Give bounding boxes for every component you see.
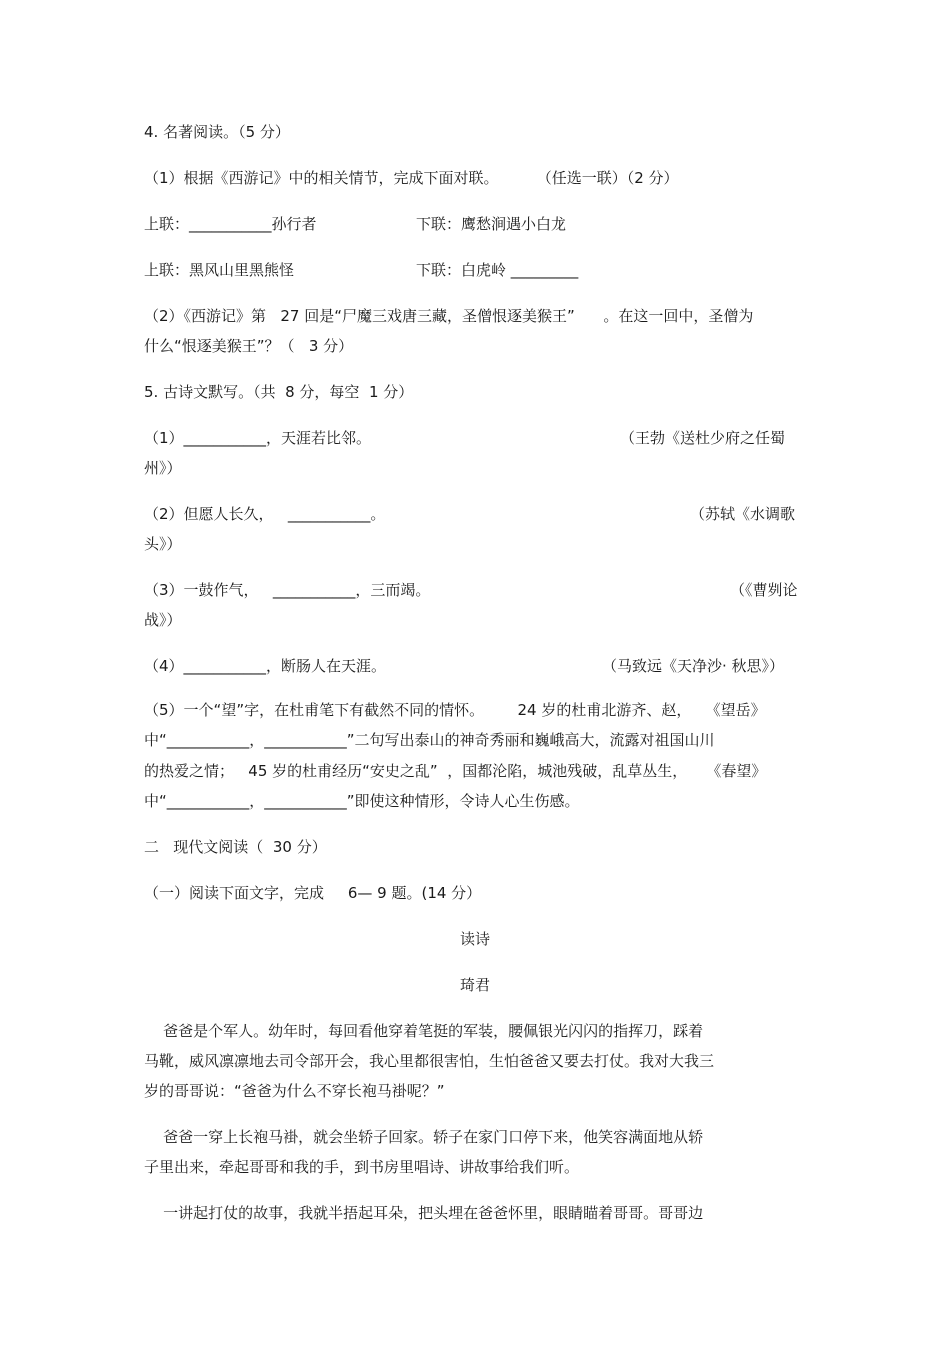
q5-item3-source: （《曹刿论 bbox=[730, 581, 798, 599]
q4-heading: 4. 名著阅读。（5 分） bbox=[144, 123, 290, 141]
couplet2-upper: 上联：黑风山里黑熊怪 bbox=[144, 261, 295, 279]
q5-item2-text: （2）但愿人长久， ___________。 bbox=[144, 505, 386, 523]
q5-item3-text: （3）一鼓作气， ___________，三而竭。 bbox=[144, 581, 431, 599]
article-p1-line1: 爸爸是个军人。幼年时，每回看他穿着笔挺的军装，腰佩银光闪闪的指挥刀，踩着 bbox=[144, 1022, 704, 1040]
section2-sub1: （一）阅读下面文字，完成 6— 9 题。(14 分） bbox=[144, 884, 482, 902]
q5-item5-line4: 中“___________，___________”即使这种情形，令诗人心生伤感。 bbox=[144, 792, 580, 810]
q4-part1-prompt: （1）根据《西游记》中的相关情节，完成下面对联。 （任选一联）（2 分） bbox=[144, 169, 679, 187]
q5-item5-line1: （5）一个“望”字，在杜甫笔下有截然不同的情怀。 24 岁的杜甫北游齐、赵， 《望岳》 bbox=[144, 701, 766, 719]
q5-item1-source: （王勃《送杜少府之任蜀 bbox=[620, 429, 786, 447]
couplet1-lower: 下联：鹰愁涧遇小白龙 bbox=[416, 215, 567, 233]
q5-item3-cont: 战》） bbox=[144, 611, 182, 629]
article-title: 读诗 bbox=[459, 930, 490, 948]
q4-part2-line1: （2）《西游记》第 27 回是“尸魔三戏唐三藏，圣僧恨逐美猴王” 。在这一回中，圣僧为 bbox=[144, 307, 754, 325]
article-p1-line3: 岁的哥哥说：“爸爸为什么不穿长袍马褂呢？” bbox=[144, 1082, 445, 1100]
article-p3-line1: 一讲起打仗的故事，我就半捂起耳朵，把头埋在爸爸怀里，眼睛瞄着哥哥。哥哥边 bbox=[144, 1204, 704, 1222]
article-p2-line2: 子里出来，牵起哥哥和我的手，到书房里唱诗、讲故事给我们听。 bbox=[144, 1158, 580, 1176]
q5-item5-line3: 的热爱之情； 45 岁的杜甫经历“安史之乱” ，国都沦陷，城池残破，乱草丛生， 《春望》 bbox=[144, 762, 767, 780]
q5-item2-cont: 头》） bbox=[144, 535, 182, 553]
q5-item4-source: （马致远《天净沙· 秋思》） bbox=[602, 657, 785, 675]
q4-part2-line2: 什么“恨逐美猴王”？（ 3 分） bbox=[144, 337, 354, 355]
article-p2-line1: 爸爸一穿上长袍马褂，就会坐轿子回家。轿子在家门口停下来，他笑容满面地从轿 bbox=[144, 1128, 704, 1146]
q5-item2-source: （苏轼《水调歌 bbox=[690, 505, 796, 523]
article-p1-line2: 马靴，威风凛凛地去司令部开会，我心里都很害怕，生怕爸爸又要去打仗。我对大我三 bbox=[144, 1052, 715, 1070]
q5-item5-line2: 中“___________，___________”二句写出泰山的神奇秀丽和巍峨高大，流露对祖国山川 bbox=[144, 731, 715, 749]
q5-item1-cont: 州》） bbox=[144, 459, 182, 477]
article-author: 琦君 bbox=[459, 976, 490, 994]
couplet2-lower: 下联：白虎岭 _________ bbox=[416, 261, 579, 279]
q5-heading: 5. 古诗文默写。（共 8 分，每空 1 分） bbox=[144, 383, 414, 401]
couplet1-upper: 上联：___________孙行者 bbox=[144, 215, 317, 233]
q5-item1-text: （1）___________，天涯若比邻。 bbox=[144, 429, 372, 447]
section2-heading: 二 现代文阅读（ 30 分） bbox=[144, 838, 327, 856]
q5-item4-text: （4）___________，断肠人在天涯。 bbox=[144, 657, 387, 675]
